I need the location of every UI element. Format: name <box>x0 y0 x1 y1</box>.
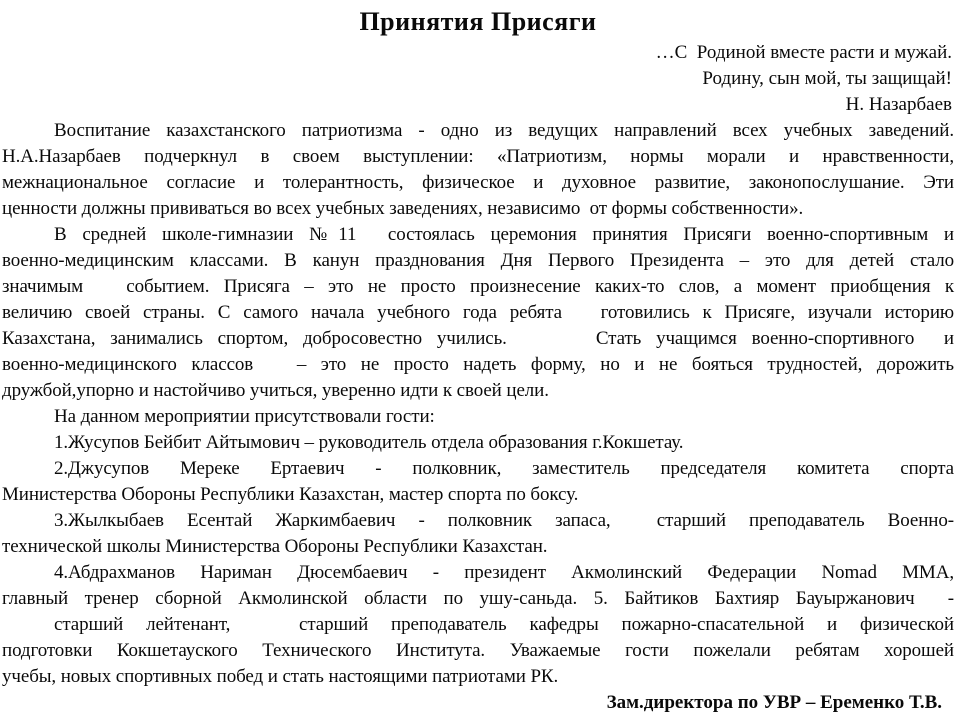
body-text-line: учебы, новых спортивных побед и стать настоящими патриотами РК. <box>2 666 559 687</box>
body-text-line: Казахстана, занимались спортом, добросовестно учились. Стать учащимся военно-спортивного и <box>2 328 954 349</box>
body-text-line: технической школы Министерства Обороны Республики Казахстан. <box>2 536 548 557</box>
epigraph-author: Н. Назарбаев <box>845 94 952 115</box>
body-text-line: подготовки Кокшетауского Технического Института. Уважаемые гости пожелали ребятам хорошей <box>2 640 954 661</box>
epigraph-line: Родину, сын мой, ты защищай! <box>702 68 952 89</box>
body-text-line: межнациональное согласие и толерантность, физическое и духовное развитие, законопослушание. Эти <box>2 172 954 193</box>
body-text-line: 4.Абдрахманов Нариман Дюсембаевич - президент Акмолинский Федерации Nomad MMA, <box>54 562 954 583</box>
body-text-line: военно-медицинского классов – это не просто надеть форму, но и не бояться трудностей, дорожить <box>2 354 954 375</box>
body-text-line: На данном мероприятии присутствовали гости: <box>54 406 435 427</box>
body-text-line: Н.А.Назарбаев подчеркнул в своем выступлении: «Патриотизм, нормы морали и нравственности, <box>2 146 954 167</box>
body-text-line: 3.Жылкыбаев Есентай Жаркимбаевич - полковник запаса, старший преподаватель Военно- <box>54 510 954 531</box>
body-text-line: Министерства Обороны Республики Казахстан, мастер спорта по боксу. <box>2 484 579 505</box>
body-text-line: 2.Джусупов Мереке Ертаевич - полковник, заместитель председателя комитета спорта <box>54 458 954 479</box>
body-text-line: ценности должны прививаться во всех учебных заведениях, независимо от формы собственности». <box>2 198 804 219</box>
body-text-line: главный тренер сборной Акмолинской области по ушу-саньда. 5. Байтиков Бахтияр Бауыржанович - <box>2 588 954 609</box>
signature-line: Зам.директора по УВР – Еременко Т.В. <box>606 692 942 713</box>
page-title: Принятия Присяги <box>359 7 597 36</box>
body-text-line: военно-медицинским классами. В канун празднования Дня Первого Президента – это для детей стало <box>2 250 954 271</box>
body-text-line: В средней школе-гимназии №11 состоялась церемония принятия Присяги военно-спортивным и <box>54 224 954 245</box>
document-body <box>2 118 954 690</box>
body-text-line: значимым событием. Присяга – это не просто произнесение каких-то слов, а момент приобщения к <box>2 276 954 297</box>
epigraph <box>2 40 954 118</box>
body-text-line: 1.Жусупов Бейбит Айтымович – руководитель отдела образования г.Кокшетау. <box>54 432 684 453</box>
body-text-line: дружбой,упорно и настойчиво учиться, уверенно идти к своей цели. <box>2 380 549 401</box>
epigraph-line: …С Родиной вместе расти и мужай. <box>655 42 952 63</box>
body-text-line: Воспитание казахстанского патриотизма - одно из ведущих направлений всех учебных заведений. <box>54 120 954 141</box>
body-text-line: старший лейтенант, старший преподаватель кафедры пожарно-спасательной и физической <box>54 614 954 635</box>
body-text-line: величию своей страны. С самого начала учебного года ребята готовились к Присяге, изучали историю <box>2 302 954 323</box>
